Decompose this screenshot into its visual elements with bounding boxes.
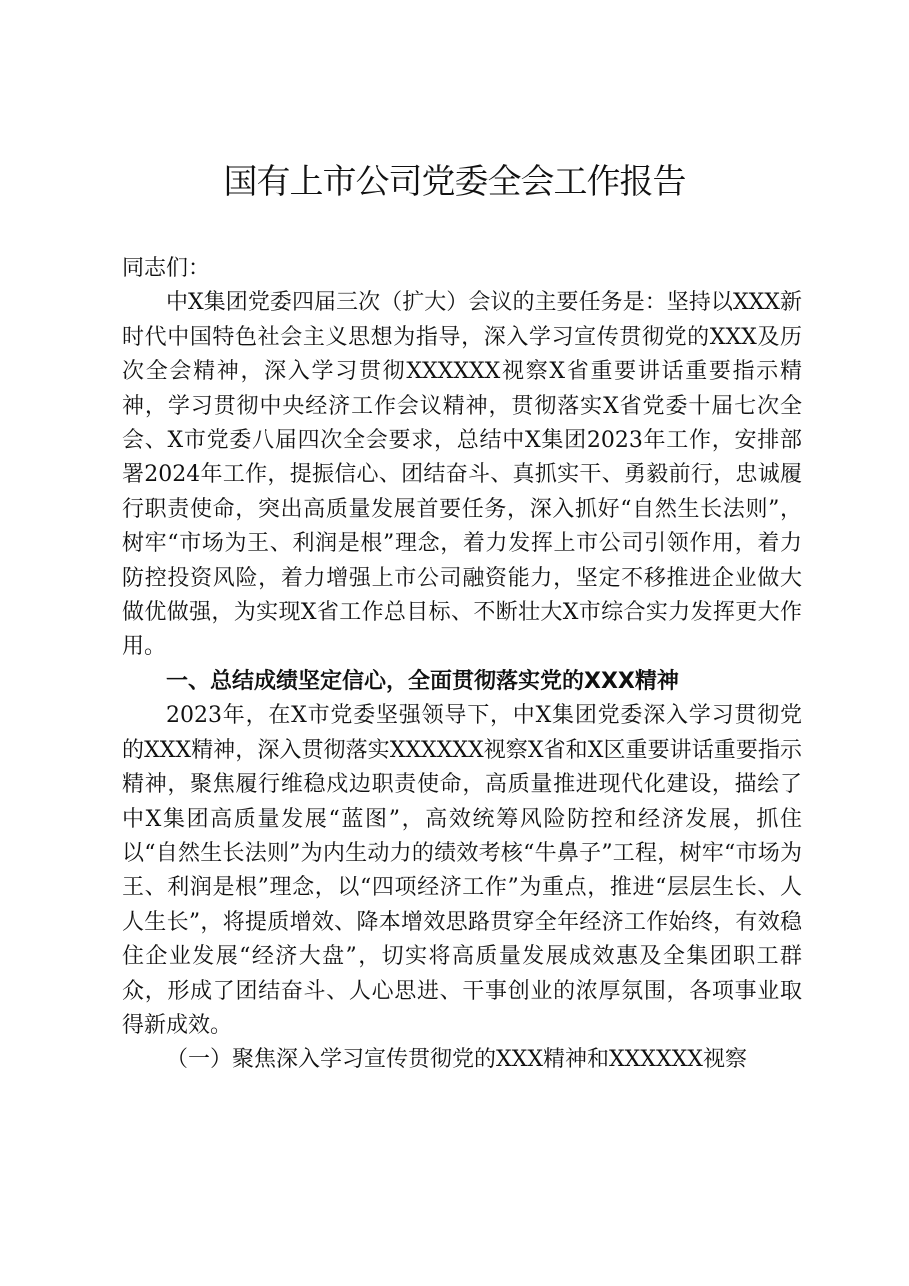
section-heading: 一、总结成绩坚定信心，全面贯彻落实党的XXX精神 [166, 668, 679, 694]
salutation: 同志们： [122, 256, 211, 281]
sub-heading: （一）聚焦深入学习宣传贯彻党的XXX精神和XXXXXX视察 [166, 1047, 747, 1073]
document-body [122, 252, 802, 1078]
intro-paragraph: 中X集团党委四届三次（扩大）会议的主要任务是：坚持以XXX新时代中国特色社会主义思想为指导，深入学习宣传贯彻党的XXX及历次全会精神，深入学习贯彻XXXXXX视察X省重要讲话重要指示精神，学习贯彻中央经济工作会议精神，贯彻落实X省党委十届七次全会、X市党委八届四次全会要求，总结中X集团2023年工作，安排部署2024年工作，提振信心、团结奋斗、真抓实干、勇毅前行，忠诚履行职责使命，突出高质量发展首要任务，深入抓好“自然生长法则”，树牢“市场为王、利润是根”理念，着力发挥上市公司引领作用，着力防控投资风险，着力增强上市公司融资能力，坚定不移推进企业做大做优做强，为实现X省工作总目标、不断壮大X市综合实力发挥更大作用。 [122, 290, 802, 660]
document-title: 国有上市公司党委全会工作报告 [223, 162, 686, 202]
section-paragraph: 2023年，在X市党委坚强领导下，中X集团党委深入学习贯彻党的XXX精神，深入贯彻落实XXXXXX视察X省和X区重要讲话重要指示精神，聚焦履行维稳戍边职责使命，高质量推进现代化建设，描绘了中X集团高质量发展“蓝图”，高效统筹风险防控和经济发展，抓住以“自然生长法则”为内生动力的绩效考核“牛鼻子”工程，树牢“市场为王、利润是根”理念，以“四项经济工作”为重点，推进“层层生长、人人生长”，将提质增效、降本增效思路贯穿全年经济工作始终，有效稳住企业发展“经济大盘”，切实将高质量发展成效惠及全集团职工群众，形成了团结奋斗、人心思进、干事创业的浓厚氛围，各项事业取得新成效。 [122, 703, 802, 1038]
